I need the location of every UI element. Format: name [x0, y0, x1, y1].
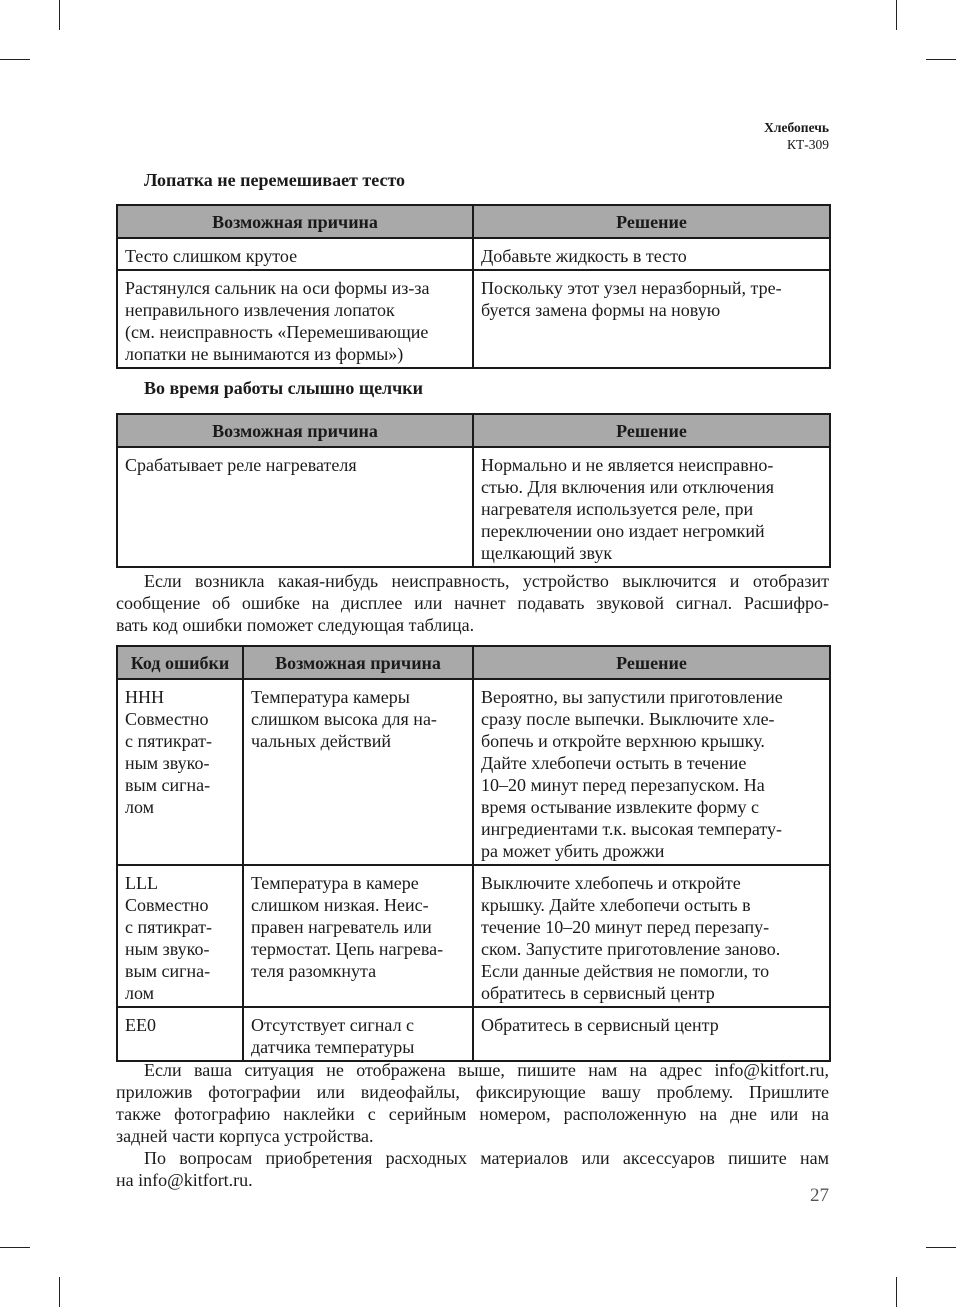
crop-mark	[59, 0, 60, 30]
cell-line: Срабатывает реле нагревателя	[125, 455, 357, 475]
solution-cell	[473, 679, 830, 865]
paragraph-line: задней части корпуса устройства.	[116, 1126, 374, 1146]
cell-line: Совместно	[125, 709, 209, 729]
column-header: Возможная причина	[117, 414, 473, 447]
cell-line: сразу после выпечки. Выключите хле-	[481, 709, 775, 729]
cell-line: ра может убить дрожжи	[481, 841, 665, 861]
column-header: Код ошибки	[117, 646, 243, 679]
cell-line: лом	[125, 797, 155, 817]
page-number: 27	[810, 1185, 829, 1206]
crop-mark	[896, 0, 897, 30]
solution-cell	[473, 270, 830, 368]
error-code-cell	[117, 865, 243, 1007]
cell-line: Выключите хлебопечь и откройте	[481, 873, 741, 893]
header-brand: Хлебопечь	[764, 120, 829, 135]
paragraph-line: сообщение об ошибке на дисплее или начнет подавать звуковой сигнал. Расшифро-	[116, 593, 829, 613]
table-row	[117, 447, 830, 567]
cell-line: 10–20 минут перед перезапуском. На	[481, 775, 765, 795]
cause-cell	[243, 679, 473, 865]
cause-cell	[243, 1007, 473, 1061]
cell-line: ингредиентами т.к. высокая температу-	[481, 819, 783, 839]
running-header	[764, 119, 829, 153]
cell-line: щелкающий звук	[481, 543, 613, 563]
table-row	[117, 238, 830, 270]
cell-line: время остывание извлеките форму с	[481, 797, 760, 817]
error-code-table	[116, 645, 831, 1062]
cell-line: бопечь и откройте верхнюю крышку.	[481, 731, 765, 751]
cell-line: буется замена формы на новую	[481, 300, 721, 320]
solution-cell	[473, 238, 830, 270]
cell-line: Если данные действия не помогли, то	[481, 961, 770, 981]
cell-line: стью. Для включения или отключения	[481, 477, 775, 497]
cell-line: обратитесь в сервисный центр	[481, 983, 715, 1003]
crop-mark	[0, 59, 30, 60]
cell-line: лопатки не вынимаются из формы»)	[125, 344, 404, 364]
crop-mark	[926, 59, 956, 60]
cell-line: ным звуко-	[125, 939, 210, 959]
troubleshooting-table	[116, 204, 831, 369]
error-code-cell	[117, 679, 243, 865]
crop-mark	[0, 1247, 30, 1248]
cell-line: Температура в камере	[251, 873, 419, 893]
contact-paragraph	[116, 1059, 829, 1147]
cell-line: Совместно	[125, 895, 209, 915]
cell-line: Тесто слишком крутое	[125, 246, 298, 266]
intro-paragraph	[116, 570, 829, 636]
header-model: КТ-309	[787, 137, 829, 152]
cell-line: LLL	[125, 873, 158, 893]
cell-line: ском. Запустите приготовление заново.	[481, 939, 781, 959]
solution-cell	[473, 1007, 830, 1061]
section-title: Во время работы слышно щелчки	[144, 378, 424, 398]
cell-line: Поскольку этот узел неразборный, тре-	[481, 278, 782, 298]
cell-line: термостат. Цепь нагрева-	[251, 939, 444, 959]
paragraph-line: По вопросам приобретения расходных материалов или аксессуаров пишите нам	[144, 1148, 829, 1168]
cell-line: чальных действий	[251, 731, 392, 751]
paragraph-line: Если ваша ситуация не отображена выше, пишите нам на адрес info@kitfort.ru,	[144, 1060, 829, 1080]
column-header: Решение	[473, 646, 830, 679]
cell-line: с пятикрат-	[125, 917, 213, 937]
paragraph-line: вать код ошибки поможет следующая таблица.	[116, 615, 475, 635]
section-title: Лопатка не перемешивает тесто	[144, 170, 406, 190]
cell-line: теля разомкнута	[251, 961, 377, 981]
cell-line: Обратитесь в сервисный центр	[481, 1015, 719, 1035]
solution-cell	[473, 447, 830, 567]
cell-line: Нормально и не является неисправно-	[481, 455, 774, 475]
cell-line: крышку. Дайте хлебопечи остыть в	[481, 895, 751, 915]
cell-line: Отсутствует сигнал с	[251, 1015, 415, 1035]
cell-line: (см. неисправность «Перемешивающие	[125, 322, 429, 342]
table-row	[117, 865, 830, 1007]
cell-line: вым сигна-	[125, 775, 211, 795]
cell-line: слишком высока для на-	[251, 709, 437, 729]
table-row	[117, 679, 830, 865]
error-code-cell	[117, 1007, 243, 1061]
cause-cell	[117, 270, 473, 368]
cause-cell	[117, 238, 473, 270]
cell-line: HHH	[125, 687, 164, 707]
cell-line: Дайте хлебопечи остыть в течение	[481, 753, 747, 773]
cell-line: переключении оно издает негромкий	[481, 521, 765, 541]
accessories-paragraph	[116, 1147, 829, 1191]
column-header: Решение	[473, 414, 830, 447]
column-header: Решение	[473, 205, 830, 238]
paragraph-line: приложив фотографии или видеофайлы, фиксирующие вашу проблему. Пришлите	[116, 1082, 829, 1102]
table-row	[117, 1007, 830, 1061]
cell-line: Растянулся сальник на оси формы из-за	[125, 278, 430, 298]
cause-cell	[117, 447, 473, 567]
paragraph-line: на info@kitfort.ru.	[116, 1170, 253, 1190]
cell-line: нагревателя используется реле, при	[481, 499, 754, 519]
cell-line: Температура камеры	[251, 687, 410, 707]
cell-line: EE0	[125, 1015, 156, 1035]
cause-cell	[243, 865, 473, 1007]
cell-line: Вероятно, вы запустили приготовление	[481, 687, 783, 707]
solution-cell	[473, 865, 830, 1007]
cell-line: неправильного извлечения лопаток	[125, 300, 395, 320]
cell-line: с пятикрат-	[125, 731, 213, 751]
cell-line: течение 10–20 минут перед перезапу-	[481, 917, 770, 937]
crop-mark	[926, 1247, 956, 1248]
paragraph-line: также фотографию наклейки с серийным номером, расположенную на дне или на	[116, 1104, 829, 1124]
table-row	[117, 270, 830, 368]
cell-line: слишком низкая. Неис-	[251, 895, 429, 915]
cell-line: правен нагреватель или	[251, 917, 432, 937]
cell-line: вым сигна-	[125, 961, 211, 981]
paragraph-line: Если возникла какая-нибудь неисправность, устройство выключится и отобразит	[144, 571, 829, 591]
crop-mark	[896, 1277, 897, 1307]
cell-line: лом	[125, 983, 155, 1003]
column-header: Возможная причина	[117, 205, 473, 238]
cell-line: ным звуко-	[125, 753, 210, 773]
cell-line: Добавьте жидкость в тесто	[481, 246, 687, 266]
cell-line: датчика температуры	[251, 1037, 415, 1057]
troubleshooting-table	[116, 413, 831, 568]
crop-mark	[59, 1277, 60, 1307]
column-header: Возможная причина	[243, 646, 473, 679]
